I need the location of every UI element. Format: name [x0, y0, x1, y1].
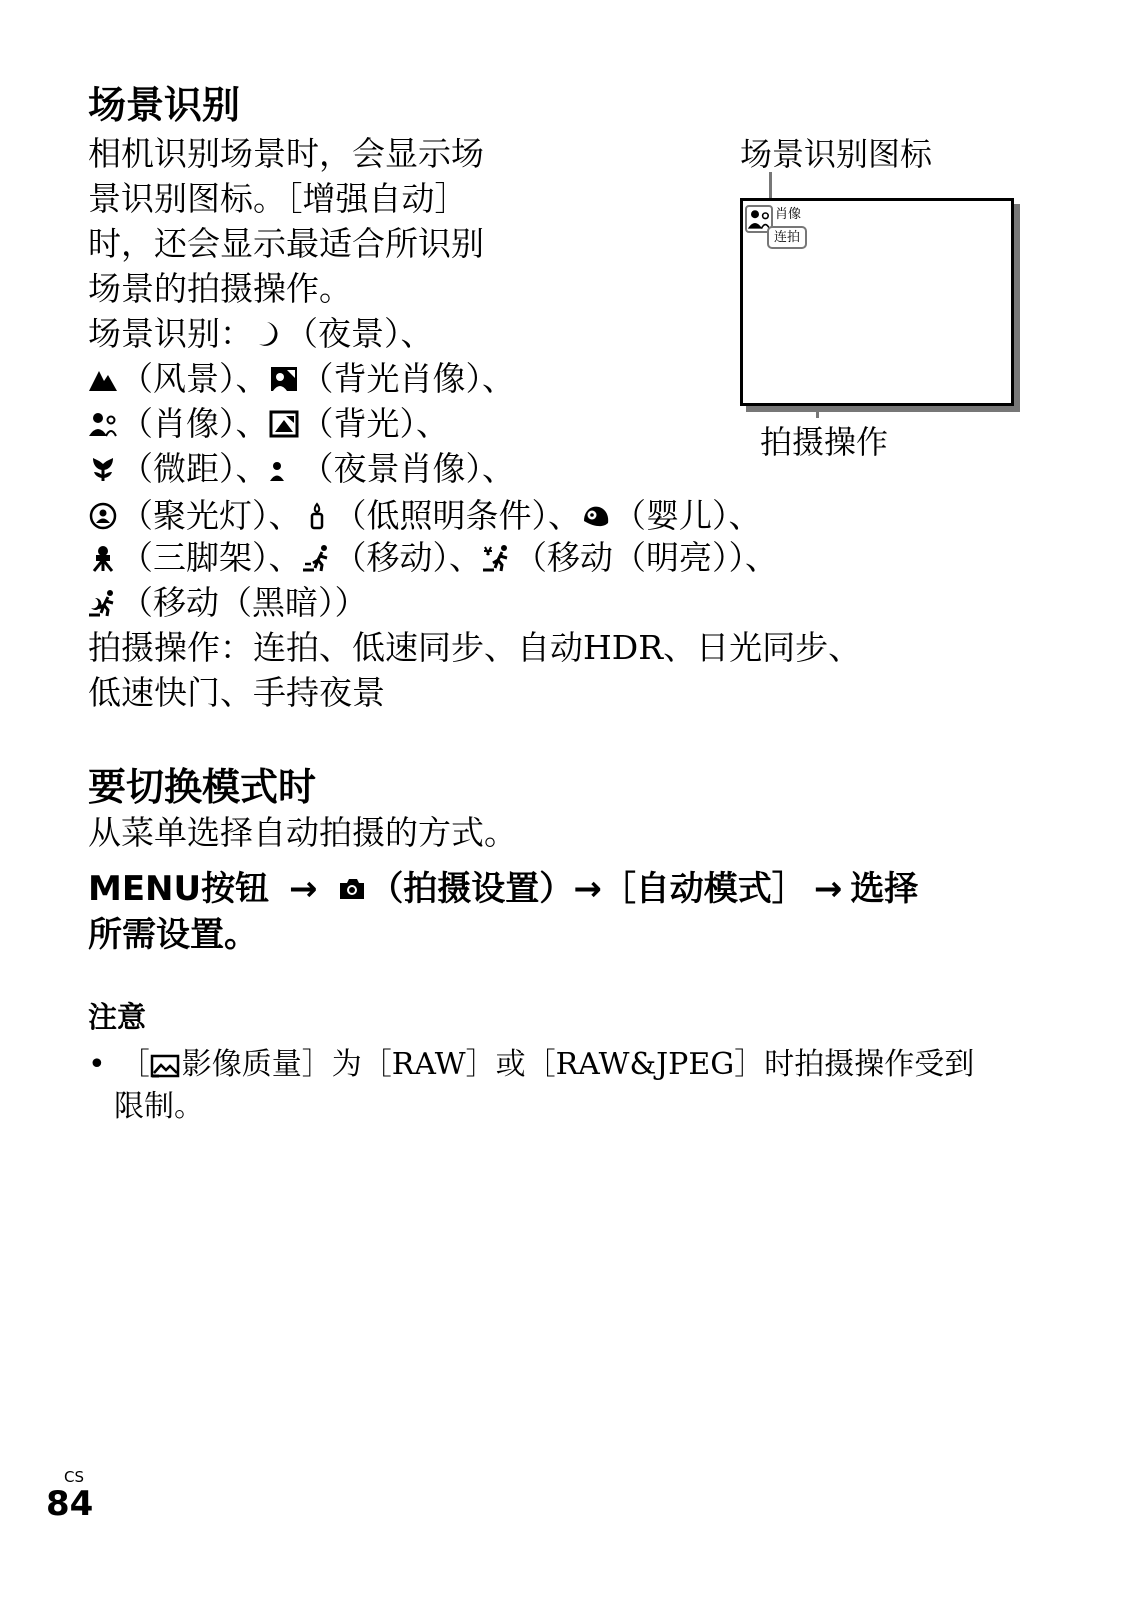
scene-label: （移动）、 [333, 538, 482, 577]
menu-path-line-1 [88, 866, 918, 912]
language-code: CS [64, 1468, 84, 1486]
intro-line: 景识别图标。［增强自动］ [88, 179, 468, 218]
section-title-switch-mode: 要切换模式时 [88, 765, 317, 809]
low-light-icon [302, 501, 332, 531]
landscape-icon [88, 364, 118, 394]
intro-paragraph [88, 131, 484, 311]
scene-label: （肖像）、 [120, 404, 269, 443]
scene-line-4 [88, 446, 515, 491]
tripod-icon [88, 543, 118, 573]
macro-icon [88, 454, 118, 484]
note-bracket: ［ [119, 1047, 150, 1082]
note-text-line-2: 限制。 [114, 1089, 204, 1124]
arrow-icon: → [813, 869, 843, 909]
scene-label: （聚光灯）、 [120, 496, 302, 535]
page-number: 84 [46, 1484, 94, 1524]
scene-label: （移动（明亮））、 [514, 538, 778, 577]
portrait-icon [88, 409, 118, 439]
note-text: 影像质量］为［RAW］或［RAW&JPEG］时拍摄操作受到 [181, 1047, 975, 1082]
scene-label: （夜景）、 [285, 314, 434, 353]
scene-line-3 [88, 401, 449, 446]
arrow-icon: → [288, 869, 318, 909]
scene-label: （背光肖像）、 [300, 359, 515, 398]
screen-scene-text: 肖像 [775, 207, 802, 222]
menu-path-line-2: 所需设置。 [88, 915, 258, 955]
operations-paragraph [88, 625, 861, 715]
camera-icon [337, 873, 367, 903]
screen-operation-badge: 连拍 [767, 226, 807, 249]
section-title-scene-recognition: 场景识别 [88, 83, 241, 127]
backlight-icon [269, 409, 299, 439]
intro-line: 场景的拍摄操作。 [88, 269, 352, 308]
select-label: 选择 [850, 869, 919, 909]
switch-mode-text: 从菜单选择自动拍摄的方式。 [88, 813, 517, 852]
scene-label: （夜景肖像）、 [300, 449, 515, 488]
scene-line-1 [88, 311, 434, 356]
diagram-top-label: 场景识别图标 [740, 135, 933, 173]
scene-label: （背光）、 [300, 404, 449, 443]
scene-line-7 [88, 580, 368, 625]
scene-label: （婴儿）、 [613, 496, 762, 535]
scene-line-5 [88, 493, 762, 538]
scene-label: （移动（黑暗）） [120, 583, 368, 622]
bullet: • [88, 1047, 106, 1082]
scene-line-2 [88, 356, 515, 401]
intro-line: 时，还会显示最适合所识别 [88, 224, 484, 263]
baby-icon [581, 501, 611, 531]
spotlight-icon [88, 501, 118, 531]
diagram-bottom-label: 拍摄操作 [760, 423, 889, 461]
scene-line-6 [88, 535, 778, 580]
note-item [88, 1044, 974, 1086]
arrow-icon: → [573, 869, 602, 909]
shooting-settings-label: （拍摄设置） [369, 869, 574, 909]
scene-label: （微距）、 [120, 449, 269, 488]
intro-line: 相机识别场景时，会显示场 [88, 134, 484, 173]
auto-mode-label: ［自动模式］ [601, 869, 806, 909]
scene-prefix: 场景识别： [88, 314, 253, 353]
night-portrait-icon [269, 454, 299, 484]
operations-line: 拍摄操作：连拍、低速同步、自动HDR、日光同步、 [88, 628, 862, 667]
camera-screen-illustration [740, 198, 1014, 406]
operations-line: 低速快门、手持夜景 [88, 673, 385, 712]
scene-label: （低照明条件）、 [333, 496, 581, 535]
scene-label: （风景）、 [120, 359, 269, 398]
note-title: 注意 [88, 1000, 147, 1034]
night-icon [253, 319, 283, 349]
image-quality-icon [150, 1051, 180, 1077]
motion-bright-icon [482, 543, 512, 573]
menu-button-label: MENU按钮 [88, 869, 270, 909]
backlight-portrait-icon [269, 364, 299, 394]
motion-icon [302, 543, 332, 573]
scene-label: （三脚架）、 [120, 538, 302, 577]
motion-dark-icon [88, 588, 118, 618]
